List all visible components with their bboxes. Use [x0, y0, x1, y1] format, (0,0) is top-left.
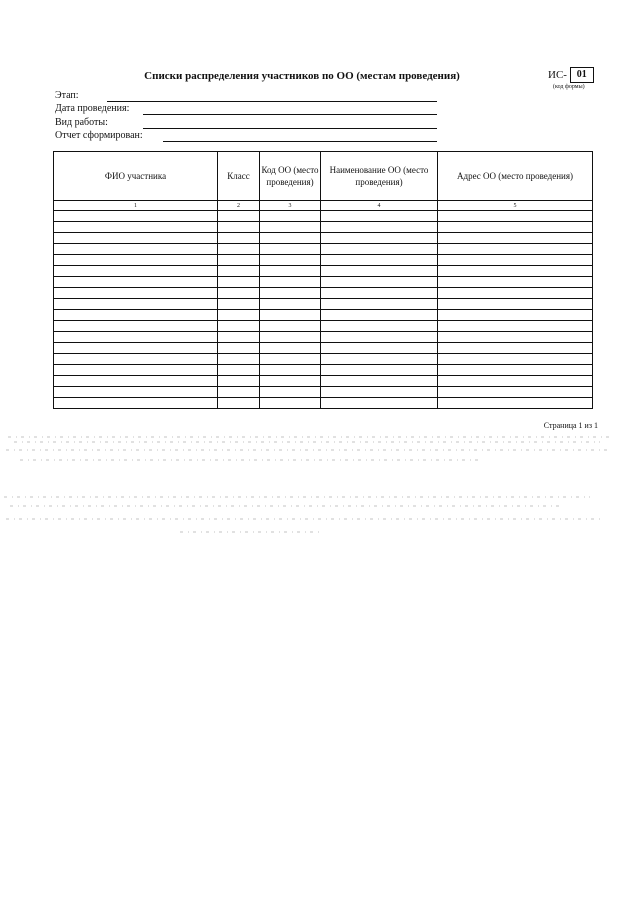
- table-cell: [438, 332, 593, 343]
- table-cell: [218, 244, 260, 255]
- table-cell: [438, 211, 593, 222]
- table-row: [54, 343, 593, 354]
- table-cell: [438, 376, 593, 387]
- table-cell: [438, 398, 593, 409]
- table-cell: [321, 310, 438, 321]
- table-cell: [321, 255, 438, 266]
- scan-noise: [0, 434, 620, 544]
- table-cell: [218, 255, 260, 266]
- table-cell: [438, 299, 593, 310]
- table-cell: [260, 255, 321, 266]
- table-cell: [438, 365, 593, 376]
- table-row: [54, 233, 593, 244]
- table-cell: [218, 321, 260, 332]
- table-cell: [260, 222, 321, 233]
- table-cell: [260, 266, 321, 277]
- table-cell: [218, 299, 260, 310]
- table-cell: [54, 266, 218, 277]
- table-cell: [260, 387, 321, 398]
- table-cell: [218, 332, 260, 343]
- column-header-school-code: Код ОО (место проведения): [260, 152, 321, 201]
- column-header-grade: Класс: [218, 152, 260, 201]
- table-row: [54, 354, 593, 365]
- table-cell: [321, 321, 438, 332]
- table-header-row: [54, 152, 593, 201]
- table-row: [54, 321, 593, 332]
- column-header-school-name: Наименование ОО (место проведения): [321, 152, 438, 201]
- table-cell: [218, 288, 260, 299]
- field-work-type-line: [143, 128, 437, 129]
- table-cell: [260, 343, 321, 354]
- table-cell: [54, 299, 218, 310]
- table-cell: [54, 310, 218, 321]
- field-report-generated-label: Отчет сформирован:: [55, 130, 143, 141]
- column-number: 1: [54, 201, 218, 211]
- table-cell: [54, 332, 218, 343]
- table-cell: [438, 310, 593, 321]
- table-cell: [218, 387, 260, 398]
- table-cell: [54, 244, 218, 255]
- table-cell: [54, 211, 218, 222]
- table-row: [54, 387, 593, 398]
- table-row: [54, 398, 593, 409]
- table-cell: [321, 233, 438, 244]
- table-cell: [218, 365, 260, 376]
- page-counter: Страница 1 из 1: [543, 421, 598, 430]
- table-row: [54, 288, 593, 299]
- table-cell: [54, 387, 218, 398]
- table-cell: [260, 310, 321, 321]
- table-cell: [54, 255, 218, 266]
- table-cell: [54, 288, 218, 299]
- table-cell: [54, 233, 218, 244]
- column-number: 2: [218, 201, 260, 211]
- table-row: [54, 310, 593, 321]
- table-cell: [218, 398, 260, 409]
- table-cell: [321, 387, 438, 398]
- table-cell: [260, 211, 321, 222]
- table-cell: [260, 299, 321, 310]
- column-number: 4: [321, 201, 438, 211]
- table-cell: [260, 376, 321, 387]
- table-cell: [321, 266, 438, 277]
- table-cell: [321, 398, 438, 409]
- table-cell: [321, 288, 438, 299]
- table-cell: [260, 332, 321, 343]
- table-row: [54, 376, 593, 387]
- table-cell: [438, 255, 593, 266]
- table-cell: [321, 365, 438, 376]
- table-cell: [54, 398, 218, 409]
- form-code-caption: (код формы): [553, 84, 585, 90]
- document-title: Списки распределения участников по ОО (местам проведения): [144, 70, 460, 82]
- table-cell: [321, 343, 438, 354]
- table-cell: [321, 299, 438, 310]
- table-row: [54, 365, 593, 376]
- table-cell: [260, 398, 321, 409]
- table-row: [54, 266, 593, 277]
- table-cell: [321, 376, 438, 387]
- table-cell: [321, 332, 438, 343]
- table-cell: [260, 354, 321, 365]
- column-header-participant: ФИО участника: [54, 152, 218, 201]
- table-cell: [54, 222, 218, 233]
- table-cell: [438, 354, 593, 365]
- table-cell: [438, 288, 593, 299]
- table-row: [54, 299, 593, 310]
- table-cell: [218, 376, 260, 387]
- table-cell: [260, 277, 321, 288]
- table-cell: [218, 343, 260, 354]
- table-cell: [321, 277, 438, 288]
- table-cell: [54, 343, 218, 354]
- table-cell: [260, 321, 321, 332]
- table-cell: [218, 222, 260, 233]
- field-report-generated-line: [163, 141, 437, 142]
- table-cell: [321, 354, 438, 365]
- column-number: 3: [260, 201, 321, 211]
- table-cell: [54, 354, 218, 365]
- distribution-table: [53, 151, 593, 409]
- table-cell: [438, 244, 593, 255]
- table-row: [54, 332, 593, 343]
- table-cell: [260, 365, 321, 376]
- table-cell: [260, 244, 321, 255]
- table-cell: [54, 321, 218, 332]
- field-date-label: Дата проведения:: [55, 103, 130, 114]
- column-number-row: [54, 201, 593, 211]
- field-work-type-label: Вид работы:: [55, 117, 108, 128]
- table-row: [54, 277, 593, 288]
- table-cell: [218, 354, 260, 365]
- table-cell: [438, 387, 593, 398]
- table-cell: [438, 222, 593, 233]
- form-code-box: 01: [570, 67, 594, 83]
- table-cell: [438, 343, 593, 354]
- table-cell: [54, 365, 218, 376]
- form-code-prefix: ИС-: [548, 69, 567, 81]
- table-row: [54, 222, 593, 233]
- field-date-line: [143, 114, 437, 115]
- table-cell: [260, 288, 321, 299]
- table-cell: [218, 233, 260, 244]
- field-stage-label: Этап:: [55, 90, 79, 101]
- field-stage-line: [107, 101, 437, 102]
- table-cell: [321, 211, 438, 222]
- table-cell: [438, 266, 593, 277]
- table-cell: [438, 321, 593, 332]
- table-cell: [321, 222, 438, 233]
- table-row: [54, 255, 593, 266]
- table-body: [54, 211, 593, 409]
- table-row: [54, 211, 593, 222]
- table-cell: [54, 277, 218, 288]
- table-row: [54, 244, 593, 255]
- form-code: [548, 67, 594, 90]
- table-cell: [218, 277, 260, 288]
- column-header-school-address: Адрес ОО (место проведения): [438, 152, 593, 201]
- table-cell: [321, 244, 438, 255]
- table-cell: [438, 233, 593, 244]
- table-cell: [218, 310, 260, 321]
- table-cell: [438, 277, 593, 288]
- table-cell: [218, 266, 260, 277]
- column-number: 5: [438, 201, 593, 211]
- table-cell: [218, 211, 260, 222]
- table-cell: [260, 233, 321, 244]
- table-cell: [54, 376, 218, 387]
